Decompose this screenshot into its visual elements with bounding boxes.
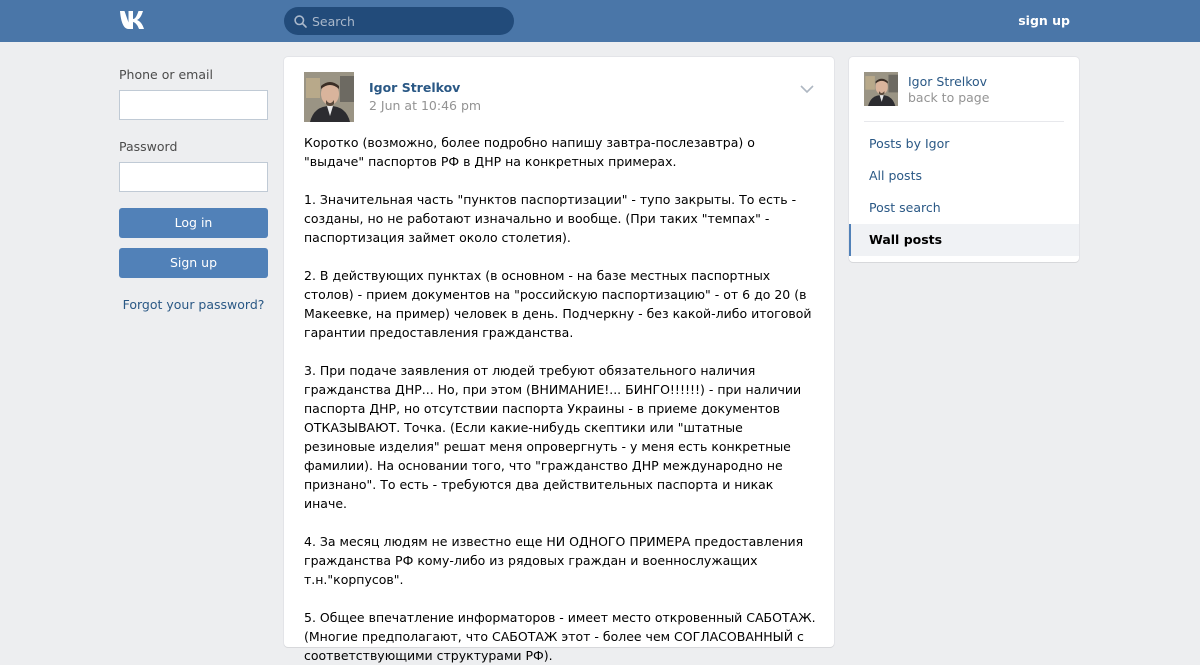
nav-item-all-posts[interactable]: All posts [869,168,922,183]
phone-email-field[interactable] [119,90,268,120]
nav-item-wall-posts[interactable]: Wall posts [849,224,1079,256]
profile-name-link[interactable]: Igor Strelkov [908,74,988,89]
divider [864,121,1064,122]
wall-post [284,57,834,663]
search-icon [294,15,307,28]
avatar[interactable] [304,72,354,122]
login-panel [119,67,268,312]
search-box[interactable] [284,7,514,35]
avatar[interactable] [864,72,898,106]
avatar-photo [304,72,354,122]
header-sign-up-link[interactable]: sign up [1018,13,1070,28]
right-nav-panel [849,57,1079,262]
phone-email-label: Phone or email [119,67,213,82]
sign-up-button[interactable]: Sign up [119,248,268,278]
back-to-page-link[interactable]: back to page [908,90,990,105]
password-field[interactable] [119,162,268,192]
top-bar [0,0,1200,42]
avatar-photo [864,72,898,106]
nav-item-post-search[interactable]: Post search [869,200,941,215]
password-label: Password [119,139,178,154]
post-text: Коротко (возможно, более подробно напишу завтра-послезавтра) о "выдаче" паспортов РФ в ДНР на конкретных примерах. 1. Значительная часть "пунктов паспортизации" - тупо закрыты. То есть - созданы, но не работают изначально и вообще. (При таких "темпах" - паспортизация займет около столетия). 2. В действующих пунктах (в основном - на базе местных паспортных столов) - прием документов на "российскую паспортизацию" - от 6 до 20 (в Макеевке, на пример) человек в день. Подчеркну - без какой-либо итоговой гарантии предоставления гражданства. 3. При подаче заявления от людей требуют обязательного наличия гражданства ДНР... Но, при этом (ВНИМАНИЕ!... БИНГО!!!!!!) - при наличии паспорта ДНР, но отсутствии паспорта Украины - в приеме документов ОТКАЗЫВАЮТ. Точка. (Если какие-нибудь скептики или "штатные резиновые изделия" решат меня опровергнуть - у меня есть конкретные фамилии). На основании того, что "гражданство ДНР международно не признано". То есть - требуются два действительных паспорта и никак иначе. 4. За месяц людям не известно еще НИ ОДНОГО ПРИМЕРА предоставления гражданства РФ кому-либо из рядовых граждан и военнослужащих т.н."корпусов". 5. Общее впечатление информаторов - имеет место откровенный САБОТАЖ. (Многие предполагают, что САБОТАЖ этот - более чем СОГЛАСОВАННЫЙ с соответствующими структурами РФ). [304,135,816,663]
forgot-password-link[interactable]: Forgot your password? [122,297,265,312]
nav-item-posts-by-igor[interactable]: Posts by Igor [869,136,950,151]
search-input[interactable] [312,7,507,35]
post-author[interactable]: Igor Strelkov [369,80,461,95]
post-date[interactable]: 2 Jun at 10:46 pm [369,98,482,113]
vk-logo-icon[interactable] [119,10,152,30]
log-in-button[interactable]: Log in [119,208,268,238]
chevron-down-icon[interactable] [800,84,814,94]
